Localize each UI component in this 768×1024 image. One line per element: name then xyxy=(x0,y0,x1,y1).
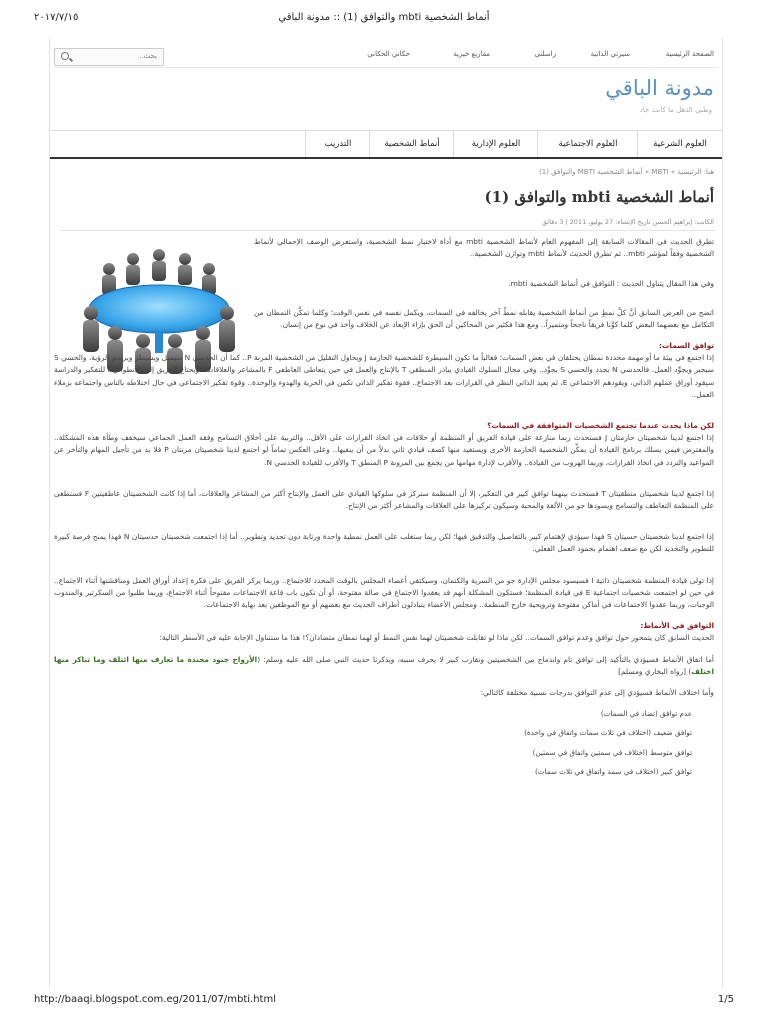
print-url[interactable]: http://baaqi.blogspot.com.eg/2011/07/mbti.html xyxy=(34,994,276,1005)
site-tagline: وطني الذهل ما كانت جاد xyxy=(639,106,712,114)
paragraph: إذا اجتمع في بيئة ما أو مهمة محددة نمطان يختلفان في بعض السمات؛ فغالباً ما تكون السيطرة للشخصية الحازمة J ويحاول التقليل من الشخصية المرنة P.. كما أن الحدسي N سيميل ويسيطر ويرسم الرؤية، والحسي S سيجبر ويجوِّد العمل. فالحدسي N يجدد والحسي S يجوِّد.. وفي مجال السلوك القيادي يبادر المنطقي T بالإنتاج والعمل في حين يتعاطى العاطفي F بالمشاعر والعلاقات.. ويحتاج الفريق إلى الانطوائي I للتفكير والدراسة سيقود أوراق عملهم الذاتي، ويقودهم الاجتماعي E، ثم يعيد الذاتي النظر في القرارات بعد الاجتماع.. فقوة تفكير الذاتي تكمن في الحرية والهدوء والوحدة.. وقوة تفكير الاجتماعي في حال اختلاطه بالناس واجتماعه بزملاء العمل.. xyxy=(54,353,715,399)
section-heading: التوافق في الأنماط: xyxy=(640,621,714,631)
divider xyxy=(54,67,718,68)
topnav-home-link[interactable]: الصفحة الرئيسية xyxy=(665,50,714,58)
paragraph: إذا اجتمع لدينا شخصيتان منطقيتان T فستحدث بينهما توافق كبير في التفكير، إلا أن المنظمة ستركز في سلوكها القيادي على العمل والإنتاج أكثر من المشاعر والعلاقات، أما إذا كانت الشخصيتان عاطفيتين F فستطغى على المنظمة التعاطف والتسامح ويسودها جو من الألفة والمحبة وسيكون تركيزها على العلاقات والمشاعر أكثر من الإنتاج. xyxy=(54,488,714,511)
divider xyxy=(60,230,716,231)
topnav-talks-link[interactable]: حكاني الحكاني xyxy=(367,50,410,58)
section-heading: توافق السمات: xyxy=(659,341,714,351)
top-navigation xyxy=(162,46,722,64)
compatibility-list xyxy=(54,708,714,778)
site-logo[interactable]: مدونة الباقي xyxy=(605,76,714,100)
category-tab-management[interactable]: العلوم الإدارية xyxy=(453,131,538,157)
topnav-contact-link[interactable]: راسلني xyxy=(534,50,556,58)
blog-page xyxy=(49,38,723,988)
paragraph: إذا تولى قيادة المنظمة شخصيتان ذاتية I فسيسود مجلس الإدارة جو من السرية والكتمان، وسيكتفي أعضاء المجلس بالوقت المحدد للاجتماع.. وربما يركز الفريق على فكرة إعداد أوراق العمل ومناقشتها أثناء الاجتماع.. في حين لو اجتمعت شخصيات اجتماعية E في قيادة المنظمة؛ فستكون المشكلة أنهم قد يعقدوا الاجتماع في صالة مفتوحة، أو أن تكون باب قاعة الاجتماعات مفتوحاً أثناء الاجتماع، وربما طلبوا من السكرتير والمندوب الوجبات، وربما عقدوا الاجتماعات في أماكن مفتوحة وترويحية خارج المنظمة.. ومجلس الأعضاء يتبادلون أطراف الحديث مع بعضهم أو مع الموظفين بعد نهاية الاجتماعات. xyxy=(54,575,714,610)
print-header xyxy=(0,12,768,28)
category-tab-training[interactable]: التدريب xyxy=(305,131,370,157)
search-box[interactable] xyxy=(54,48,164,66)
search-input[interactable] xyxy=(79,50,157,62)
search-icon[interactable] xyxy=(61,52,69,60)
category-tab-personality[interactable]: أنماط الشخصية xyxy=(369,131,454,157)
paragraph: وأما اختلاف الأنماط فسيؤدي إلى عدم التوافق بدرجات نسبية مختلفة كالتالي: xyxy=(480,688,714,698)
paragraph: أما اتفاق الأنماط فسيؤدي بالتأكيد إلى توافق تام واندماج بين الشخصيتين وتقارب كبير لا يحرف سببه، ويذكرنا حديث النبي صلى الله عليه وسلم: (الأرواح جنود مجندة ما تعارف منها ائتلف وما تناكر منها اختلف) [رواه البخاري ومسلم] xyxy=(54,654,714,676)
list-item: عدم توافق (تضاد في السمات) xyxy=(600,709,692,719)
list-item: توافق ضعيف (اختلاف في ثلاث سمات واتفاق في واحدة) xyxy=(524,728,692,738)
paragraph: إذا اجتمع لدينا شخصيتان حازمتان J فستحدث ربما منازعة على قيادة الفريق أو المنظمة أو خلافات في اتخاذ القرارات على الأقل.. والتربية على أخلاق التسامح وفقه العمل الجماعي سيخفف وطأة هذه المشكلة.. والمفترض فيمن يسلك برنامج القيادة أن يمكِّن الشخصية الحازمة الأخرى ويستفيد منها كصف قيادي ثاني بدلاً من أن ينفيها.. وعلى العكس تماماً لو اجتمع لدينا شخصيتان مرنتان P فلا بد من تأجيل المهام والتأخر عن المواعيد والتردد في اتخاذ القرارات، وربما الهروب من القيادة.. والأقرب لإدارة مهامها من يجمع بين المرونة P المنطق T والأقرب للقيادة الحدسي N. xyxy=(54,433,715,467)
topnav-charity-link[interactable]: مقاربع خيرية xyxy=(453,50,490,58)
category-tab-social[interactable]: العلوم الاجتماعية xyxy=(537,131,638,157)
paragraph: وفي هذا المقال يتناول الحديث : التوافق في أنماط الشخصية mbti. xyxy=(508,279,714,289)
post-meta: الكاتب: إبراهيم الحسن تاريخ الإنشاء: 27 يوليو، 2011 | 3 دقائق xyxy=(541,218,714,226)
list-item: توافق كبير (اختلاف في سمة واتفاق في ثلاث سمات) xyxy=(534,766,692,776)
section-heading: لكن ماذا يحدث عندما تجتمع الشخصيات المتوافقة في السمات؟ xyxy=(487,421,714,431)
category-tab-sharia[interactable]: العلوم الشرعية xyxy=(637,131,722,157)
breadcrumb[interactable]: هنا: الرئيسية » MBTI » أنماط الشخصية MBTI والتوافق (1) xyxy=(539,168,714,176)
paragraph: الحديث السابق كان يتمحور حول توافق وعدم توافق السمات.. لكن ماذا لو تقابلت شخصيتان لهما نفس النمط أو لهما نمطان متضادان؟! هذا ما سنتناول الإجابة عليه في الأسطر التالية: xyxy=(159,633,714,643)
post-title: أنماط الشخصية mbti والتوافق (1) xyxy=(484,188,714,206)
hadith-quote: الأرواح جنود مجندة ما تعارف منها ائتلف وما تناكر منها اختلف xyxy=(54,654,714,676)
paragraph: إذا اجتمع لدينا شخصيتان حسيتان S فهذا سيؤدي لإهتمام كبير بالتفاصيل والتدقيق فيها؛ لكن ربما ستغلب على العمل نمطية واحدة ورتابة دون تجديد وتطوير.. أما إذا اجتمعت شخصيتان حدسيتان N فهذا يمنح فرصة كبيرة للتطوير والتجديد لكن مع ضعف اهتمام بجمود العمل الفعلي. xyxy=(54,532,714,554)
paragraph: تطرق الحديث في المقالات السابقة إلى المفهوم العام لأنماط الشخصية mbti مع أداة لاختبار نمط الشخصية، واستعرض الوصف الإجمالي لأنماط الشخصية وفقاً لمؤشر mbti.. ثم تطرق الحديث لأنماط mbti وتوازن الشخصية.. xyxy=(254,237,715,259)
list-item: توافق متوسط (اختلاف في سمتين واتفاق في سمتين) xyxy=(532,747,692,757)
print-title: والتوافق (1) :: مدونة الباقي mbti أنماط الشخصية xyxy=(278,12,490,23)
print-date: ٢٠١٧/٧/١٥ xyxy=(34,12,79,23)
topnav-cv-link[interactable]: سيرتي الذاتية xyxy=(590,50,630,58)
post-body xyxy=(54,236,714,785)
print-page-number: 1/5 xyxy=(717,994,734,1005)
category-navigation xyxy=(50,130,722,159)
paragraph: اتضح من العرض السابق أنَّ كلَّ نمطٍ من أنماط الشخصية يقابله نمطٌ آخر يخالفه في السمات، ويكمل نفسه في نفس الوقت؛ وكلما تمكَّن النمطان من التكامل مع بعضهما البعض كلما كوَّنا فريقاً ناجحاً ومتميزاً.. ومع هذا فكثير من المحاكين أن الحق بإزاء الإبعاد عن الخلاف وأخذ في نوع من إنسان. xyxy=(254,307,714,329)
